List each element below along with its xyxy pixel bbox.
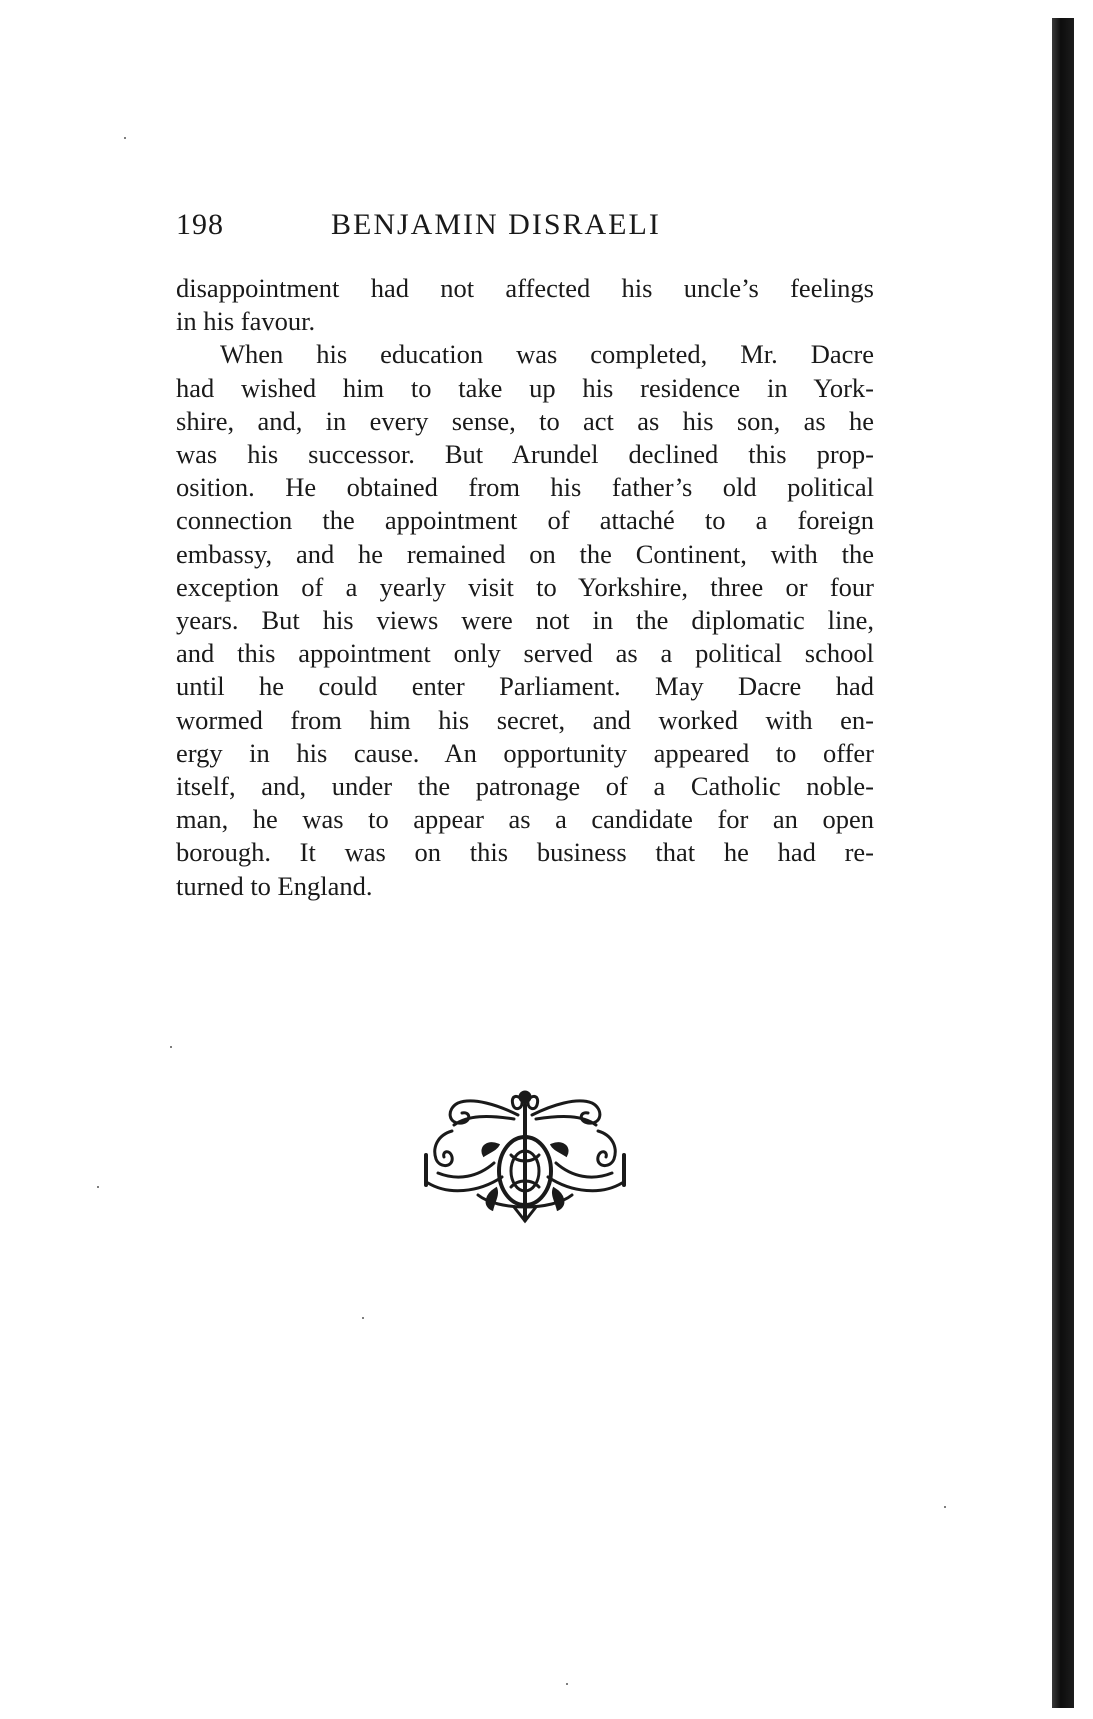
floral-tailpiece-icon	[418, 1085, 632, 1225]
text-line: osition. He obtained from his father’s old political	[176, 472, 874, 503]
text-line: turned to England.	[176, 870, 373, 901]
paragraph-continuation	[176, 272, 874, 338]
text-line: was his successor. But Arundel declined this prop-	[176, 439, 874, 470]
paper-speck	[566, 1683, 568, 1685]
page-number: 198	[176, 208, 224, 241]
paragraph-main	[176, 338, 874, 902]
paper-speck	[944, 1506, 946, 1508]
paper-speck	[124, 137, 126, 139]
text-line: until he could enter Parliament. May Dacre had	[176, 671, 874, 702]
paper-speck	[97, 1186, 99, 1188]
text-line: disappointment had not affected his uncle’s feelings	[176, 273, 874, 303]
text-line: wormed from him his secret, and worked with en-	[176, 704, 874, 735]
text-line: borough. It was on this business that he had re-	[176, 837, 874, 868]
paper-speck	[170, 1046, 172, 1048]
body-text	[176, 272, 874, 903]
text-line: years. But his views were not in the diplomatic line,	[176, 605, 874, 636]
running-title: BENJAMIN DISRAELI	[331, 208, 661, 241]
running-header	[176, 208, 876, 248]
text-line: connection the appointment of attaché to a foreign	[176, 505, 874, 536]
text-line: itself, and, under the patronage of a Catholic noble-	[176, 771, 874, 802]
text-line: shire, and, in every sense, to act as his son, as he	[176, 405, 874, 436]
text-line: When his education was completed, Mr. Dacre	[220, 339, 874, 370]
text-line: and this appointment only served as a political school	[176, 638, 874, 669]
text-line: ergy in his cause. An opportunity appeared to offer	[176, 737, 874, 768]
text-line: had wished him to take up his residence in York-	[176, 372, 874, 403]
text-line: in his favour.	[176, 306, 316, 337]
text-line: exception of a yearly visit to Yorkshire, three or four	[176, 571, 874, 602]
paper-speck	[362, 1317, 364, 1319]
page-edge-shadow	[1052, 18, 1074, 1708]
text-line: embassy, and he remained on the Continent, with the	[176, 538, 874, 569]
text-line: man, he was to appear as a candidate for an open	[176, 804, 874, 835]
